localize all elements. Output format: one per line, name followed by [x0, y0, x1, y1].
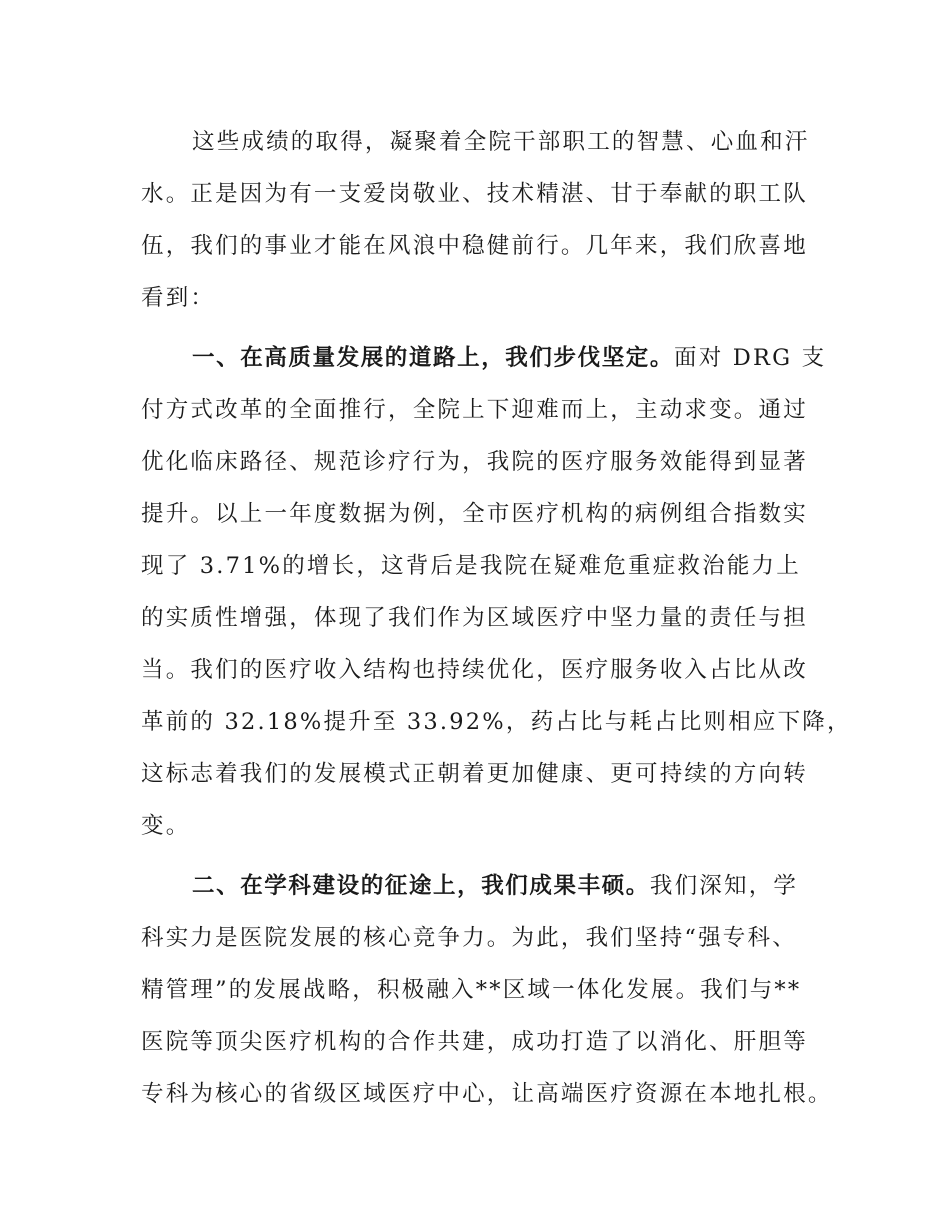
- paragraph3-line-2: 科实力是医院发展的核心竞争力。为此，我们坚持“强专科、: [141, 925, 797, 951]
- paragraph2-line-3: 优化临床路径、规范诊疗行为，我院的医疗服务效能得到显著: [141, 449, 808, 475]
- paragraph3-heading: 二、在学科建设的征途上，我们成果丰硕。: [192, 873, 650, 899]
- paragraph3-line-4: 医院等顶尖医疗机构的合作共建，成功打造了以消化、肝胆等: [141, 1029, 808, 1055]
- paragraph3-first-line-rest: 我们深知，学: [649, 873, 799, 899]
- paragraph2-line-8: 革前的 32.18%提升至 33.92%，药占比与耗占比则相应下降，: [141, 709, 852, 735]
- paragraph3-first-line: [192, 869, 892, 903]
- paragraph2-line-9: 这标志着我们的发展模式正朝着更加健康、更可持续的方向转: [141, 761, 808, 787]
- paragraph2-line-10: 变。: [141, 813, 191, 839]
- paragraph2-line-2: 付方式改革的全面推行，全院上下迎难而上，主动求变。通过: [141, 397, 808, 423]
- paragraph3-line-3: 精管理”的发展战略，积极融入**区域一体化发展。我们与**: [141, 977, 802, 1003]
- paragraph2-first-line-rest: 面对 DRG 支: [674, 345, 827, 371]
- paragraph1-line-4: 看到：: [141, 285, 216, 311]
- paragraph2-first-line: [192, 341, 892, 375]
- paragraph1-line-3: 伍，我们的事业才能在风浪中稳健前行。几年来，我们欣喜地: [141, 233, 808, 259]
- paragraph1-line-2: 水。正是因为有一支爱岗敬业、技术精湛、甘于奉献的职工队: [141, 181, 808, 207]
- paragraph2-line-5: 现了 3.71%的增长，这背后是我院在疑难危重症救治能力上: [141, 553, 801, 579]
- paragraph3-line-5: 专科为核心的省级区域医疗中心，让高端医疗资源在本地扎根。: [141, 1081, 833, 1107]
- paragraph1-line-1: 这些成绩的取得，凝聚着全院干部职工的智慧、心血和汗: [192, 129, 810, 155]
- paragraph2-line-6: 的实质性增强，体现了我们作为区域医疗中坚力量的责任与担: [141, 605, 808, 631]
- paragraph2-heading: 一、在高质量发展的道路上，我们步伐坚定。: [192, 345, 675, 371]
- paragraph2-line-4: 提升。以上一年度数据为例，全市医疗机构的病例组合指数实: [141, 501, 808, 527]
- paragraph2-line-7: 当。我们的医疗收入结构也持续优化，医疗服务收入占比从改: [141, 657, 808, 683]
